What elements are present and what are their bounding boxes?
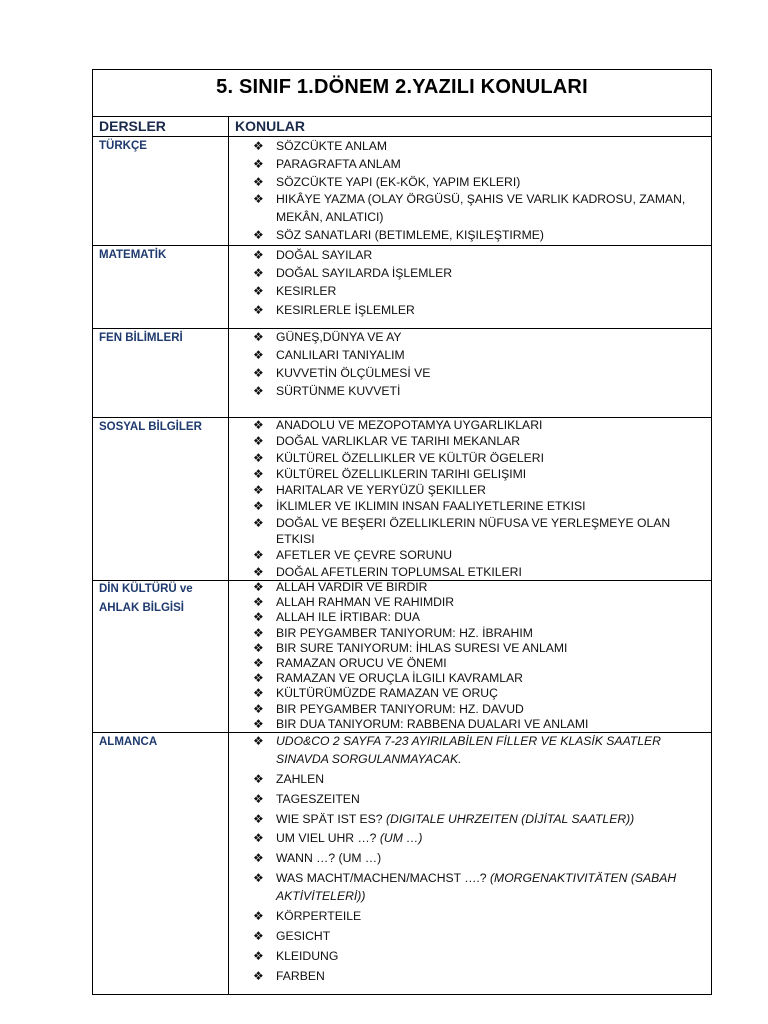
topic-text: RAMAZAN ORUCU VE ÖNEMI — [276, 656, 447, 671]
topic-text: RAMAZAN VE ORUÇLA İLGILI KAVRAMLAR — [276, 671, 523, 686]
topic-text: DOĞAL SAYILARDA İŞLEMLER — [276, 266, 453, 281]
subject-turkce: TÜRKÇE — [99, 140, 147, 152]
topic-item — [253, 191, 707, 227]
topic-item — [253, 686, 707, 701]
four-diamond-bullet-icon: ❖ — [253, 871, 264, 886]
topic-text: BIR SURE TANIYORUM: İHLAS SURESI VE ANLAMI — [276, 640, 568, 655]
topic-text: AFETLER VE ÇEVRE SORUNU — [276, 548, 453, 563]
four-diamond-bullet-icon: ❖ — [253, 515, 264, 530]
topic-item — [253, 450, 707, 466]
topic-item — [253, 907, 707, 925]
four-diamond-bullet-icon: ❖ — [253, 384, 264, 398]
topic-item — [253, 790, 707, 808]
topic-text: TAGESZEITEN — [276, 791, 360, 806]
topic-item — [253, 264, 707, 282]
topic-text: BIR PEYGAMBER TANIYORUM: HZ. DAVUD — [276, 701, 524, 716]
topic-item — [253, 246, 707, 264]
four-diamond-bullet-icon: ❖ — [253, 656, 264, 671]
subject-almanca: ALMANCA — [99, 736, 158, 748]
divider — [93, 116, 711, 117]
topic-item — [253, 328, 707, 346]
topic-text: KÜLTÜRÜMÜZDE RAMAZAN VE ORUÇ — [276, 686, 498, 701]
topic-text: KÜLTÜREL ÖZELLIKLER VE KÜLTÜR ÖGELERI — [276, 450, 544, 465]
topic-text: DOĞAL SAYILAR — [276, 248, 373, 262]
topic-item — [253, 610, 707, 625]
topic-text: İKLIMLER VE IKLIMIN INSAN FAALIYETLERINE ETKISI — [276, 499, 586, 514]
topic-text: WIE SPÄT IST ES? — [276, 811, 386, 826]
topic-text: FARBEN — [276, 968, 325, 983]
topic-note: (UM …) — [379, 831, 423, 846]
topic-text: WANN …? (UM …) — [276, 851, 382, 866]
four-diamond-bullet-icon: ❖ — [253, 928, 264, 943]
subject-sosyal-bilgiler: SOSYAL BİLGİLER — [99, 421, 202, 433]
column-divider — [228, 116, 229, 994]
four-diamond-bullet-icon: ❖ — [253, 330, 264, 344]
topic-item — [253, 515, 707, 548]
topic-item — [253, 138, 707, 156]
four-diamond-bullet-icon: ❖ — [253, 811, 264, 826]
four-diamond-bullet-icon: ❖ — [253, 466, 264, 481]
four-diamond-bullet-icon: ❖ — [253, 968, 264, 983]
four-diamond-bullet-icon: ❖ — [253, 266, 264, 281]
topic-text: BIR DUA TANIYORUM: RABBENA DUALARI VE ANLAMI — [276, 716, 589, 731]
topic-text: KESIRLERLE İŞLEMLER — [276, 302, 415, 317]
four-diamond-bullet-icon: ❖ — [253, 192, 264, 207]
four-diamond-bullet-icon: ❖ — [253, 483, 264, 498]
four-diamond-bullet-icon: ❖ — [253, 640, 264, 655]
topic-item — [253, 580, 707, 595]
subject-fen-bilimleri: FEN BİLİMLERİ — [99, 332, 183, 344]
topic-text: UM VIEL UHR …? — [276, 831, 380, 846]
topic-item — [253, 301, 707, 319]
topic-item — [253, 466, 707, 482]
four-diamond-bullet-icon: ❖ — [253, 139, 264, 153]
topic-item — [253, 641, 707, 656]
four-diamond-bullet-icon: ❖ — [253, 851, 264, 866]
topic-list-fen-bilimleri — [253, 328, 707, 400]
topic-item — [253, 671, 707, 686]
four-diamond-bullet-icon: ❖ — [253, 284, 264, 299]
four-diamond-bullet-icon: ❖ — [253, 701, 264, 716]
topic-list-sosyal-bilgiler — [253, 417, 707, 580]
four-diamond-bullet-icon: ❖ — [253, 671, 264, 686]
topic-text: BIR PEYGAMBER TANIYORUM: HZ. İBRAHIM — [276, 625, 533, 640]
topic-item — [253, 282, 707, 300]
topics-table — [92, 69, 712, 995]
topic-text: SÖZ SANATLARI (BETIMLEME, KIŞILEŞTIRME) — [276, 227, 544, 242]
topic-text: KLEIDUNG — [276, 948, 339, 963]
topic-item — [253, 626, 707, 641]
four-diamond-bullet-icon: ❖ — [253, 348, 264, 362]
topic-item — [253, 564, 707, 580]
four-diamond-bullet-icon: ❖ — [253, 434, 264, 449]
four-diamond-bullet-icon: ❖ — [253, 156, 264, 171]
four-diamond-bullet-icon: ❖ — [253, 302, 264, 317]
four-diamond-bullet-icon: ❖ — [253, 248, 264, 262]
subject-matematik: MATEMATİK — [99, 249, 167, 261]
topic-text: KESIRLER — [276, 284, 337, 299]
four-diamond-bullet-icon: ❖ — [253, 831, 264, 846]
topic-item — [253, 227, 707, 245]
header-subjects: DERSLER — [99, 118, 166, 134]
four-diamond-bullet-icon: ❖ — [253, 174, 264, 189]
topic-note: UDO&CO 2 SAYFA 7-23 AYIRILABİLEN FİLLER VE KLASİK SAATLER SINAVDA SORGULANMAYACAK. — [276, 734, 661, 767]
topic-text: ANADOLU VE MEZOPOTAMYA UYGARLIKLARI — [276, 418, 543, 432]
four-diamond-bullet-icon: ❖ — [253, 610, 264, 625]
four-diamond-bullet-icon: ❖ — [253, 499, 264, 514]
divider — [93, 136, 711, 137]
four-diamond-bullet-icon: ❖ — [253, 595, 264, 610]
four-diamond-bullet-icon: ❖ — [253, 450, 264, 465]
four-diamond-bullet-icon: ❖ — [253, 564, 264, 579]
topic-list-almanca — [253, 732, 707, 985]
topic-text: DOĞAL VARLIKLAR VE TARIHI MEKANLAR — [276, 434, 521, 449]
topic-text: CANLILARI TANIYALIM — [276, 348, 405, 362]
topic-text: SÖZCÜKTE YAPI (EK-KÖK, YAPIM EKLERI) — [276, 174, 521, 189]
four-diamond-bullet-icon: ❖ — [253, 625, 264, 640]
topic-text: DOĞAL AFETLERIN TOPLUMSAL ETKILERI — [276, 564, 522, 579]
topic-item — [253, 656, 707, 671]
topic-item — [253, 849, 707, 867]
four-diamond-bullet-icon: ❖ — [253, 548, 264, 563]
four-diamond-bullet-icon: ❖ — [253, 948, 264, 963]
subject-din-kulturu-line1: DİN KÜLTÜRÜ ve — [99, 583, 193, 595]
topic-item — [253, 156, 707, 174]
topic-item — [253, 382, 707, 400]
four-diamond-bullet-icon: ❖ — [253, 716, 264, 731]
topic-item — [253, 364, 707, 382]
topic-text: KUVVETİN ÖLÇÜLMESİ VE — [276, 366, 431, 380]
topic-item — [253, 417, 707, 433]
topic-text: PARAGRAFTA ANLAM — [276, 156, 401, 171]
topic-list-turkce — [253, 138, 707, 245]
topic-item — [253, 174, 707, 192]
topic-item — [253, 927, 707, 945]
topic-text: SÖZCÜKTE ANLAM — [276, 139, 388, 153]
topic-text: KÖRPERTEILE — [276, 909, 362, 924]
topic-item — [253, 346, 707, 364]
topic-note: (DIGITALE UHRZEITEN (DİJİTAL SAATLER)) — [385, 811, 635, 826]
topic-text: KÜLTÜREL ÖZELLIKLERIN TARIHI GELIŞIMI — [276, 466, 527, 481]
four-diamond-bullet-icon: ❖ — [253, 227, 264, 242]
topic-item — [253, 810, 707, 828]
topic-list-din-kulturu — [253, 580, 707, 732]
topic-text: GÜNEŞ,DÜNYA VE AY — [276, 330, 402, 344]
four-diamond-bullet-icon: ❖ — [253, 686, 264, 701]
topic-item — [253, 595, 707, 610]
topic-text: ALLAH ILE İRTIBAR: DUA — [276, 610, 421, 625]
topic-text: SÜRTÜNME KUVVETİ — [276, 384, 401, 398]
topic-item — [253, 732, 707, 769]
four-diamond-bullet-icon: ❖ — [253, 366, 264, 380]
topic-item — [253, 482, 707, 498]
topic-item — [253, 869, 707, 906]
topic-text: DOĞAL VE BEŞERI ÖZELLIKLERIN NÜFUSA VE YERLEŞMEYE OLAN ETKISI — [276, 515, 671, 547]
topic-text: ZAHLEN — [276, 772, 325, 787]
four-diamond-bullet-icon: ❖ — [253, 580, 264, 594]
four-diamond-bullet-icon: ❖ — [253, 791, 264, 806]
four-diamond-bullet-icon: ❖ — [253, 734, 264, 748]
page-title: 5. SINIF 1.DÖNEM 2.YAZILI KONULARI — [216, 76, 588, 98]
topic-text: HARITALAR VE YERYÜZÜ ŞEKILLER — [276, 483, 486, 498]
topic-item — [253, 770, 707, 788]
topic-item — [253, 967, 707, 985]
header-topics: KONULAR — [235, 118, 305, 134]
four-diamond-bullet-icon: ❖ — [253, 772, 264, 787]
topic-text: GESICHT — [276, 928, 331, 943]
topic-item — [253, 498, 707, 514]
topic-item — [253, 717, 707, 732]
topic-note: (MORGENAKTIVITÄTEN (SABAH AKTİVİTELERİ)) — [276, 871, 677, 904]
topic-text: WAS MACHT/MACHEN/MACHST ….? — [276, 871, 490, 886]
topic-item — [253, 947, 707, 965]
topic-item — [253, 433, 707, 449]
topic-text: ALLAH RAHMAN VE RAHIMDIR — [276, 595, 455, 610]
topic-text: HIKÂYE YAZMA (OLAY ÖRGÜSÜ, ŞAHIS VE VARLIK KADROSU, ZAMAN, MEKÂN, ANLATICI) — [276, 192, 686, 225]
four-diamond-bullet-icon: ❖ — [253, 418, 264, 432]
topic-item — [253, 547, 707, 563]
topic-text: ALLAH VARDIR VE BIRDIR — [276, 580, 428, 594]
subject-din-kulturu-line2: AHLAK BİLGİSİ — [99, 602, 184, 614]
topic-item — [253, 702, 707, 717]
topic-list-matematik — [253, 246, 707, 319]
four-diamond-bullet-icon: ❖ — [253, 909, 264, 924]
topic-item — [253, 829, 707, 847]
